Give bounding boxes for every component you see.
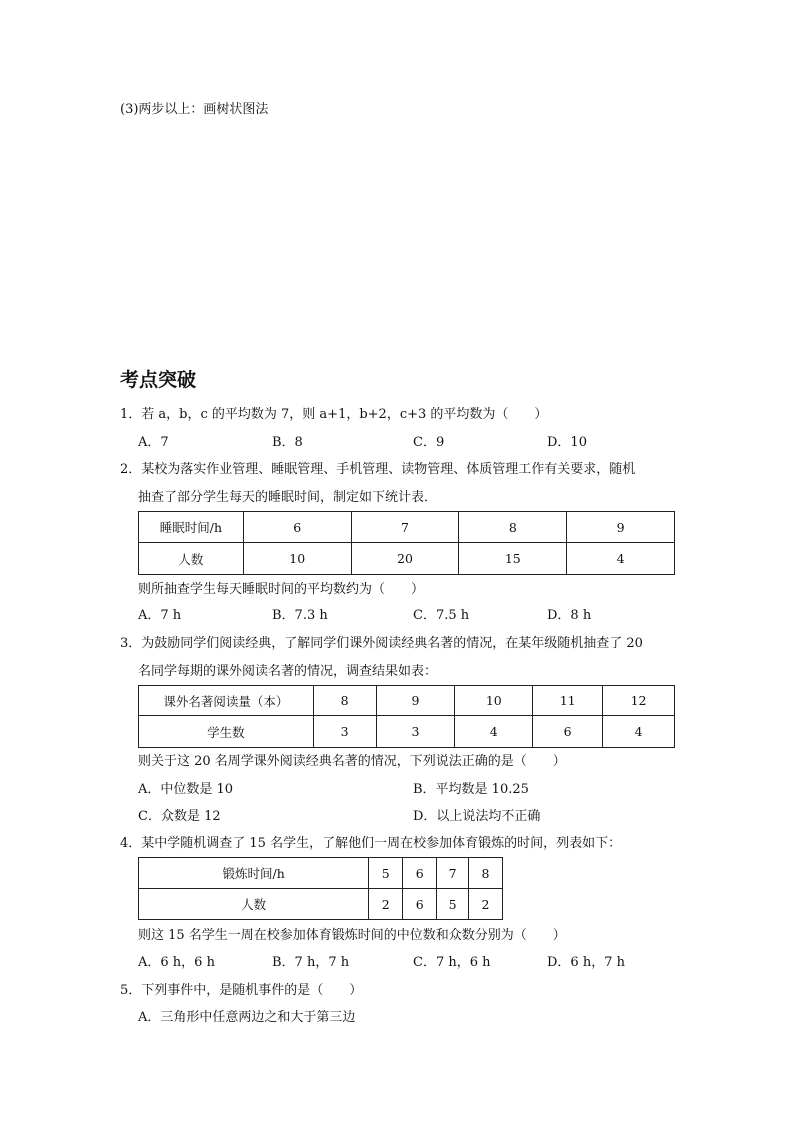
table-cell: 8 xyxy=(459,512,567,543)
q3-question: 则关于这 20 名周学课外阅读经典名著的情况，下列说法正确的是（ ） xyxy=(138,754,566,769)
table-cell: 10 xyxy=(243,543,351,575)
q4-option-d: D．6 h，7 h xyxy=(547,955,625,970)
intro-line: (3)两步以上：画树状图法 xyxy=(120,102,269,117)
table-cell: 20 xyxy=(351,543,459,575)
table-row xyxy=(139,512,675,543)
q4-stem: 4．某中学随机调查了 15 名学生，了解他们一周在校参加体育锻炼的时间，列表如下： xyxy=(120,836,622,851)
table-cell: 2 xyxy=(469,889,503,920)
q4-option-b: B．7 h，7 h xyxy=(272,955,350,970)
q2-stem-line2: 抽查了部分学生每天的睡眠时间，制定如下统计表． xyxy=(138,490,438,505)
q3-stem-line2: 名同学每期的课外阅读名著的情况，调查结果如表： xyxy=(138,664,438,679)
table-cell: 课外名著阅读量（本） xyxy=(139,686,314,716)
table-row xyxy=(139,543,675,575)
q1-option-c: C．9 xyxy=(413,435,445,450)
q5-option-a: A．三角形中任意两边之和大于第三边 xyxy=(138,1010,356,1025)
table-row xyxy=(139,858,503,889)
q3-option-b: B．平均数是 10.25 xyxy=(413,782,529,797)
q3-table xyxy=(138,685,675,748)
table-cell: 4 xyxy=(603,716,675,748)
table-cell: 8 xyxy=(469,858,503,889)
table-cell: 5 xyxy=(369,858,403,889)
table-cell: 人数 xyxy=(139,889,369,920)
q3-option-a: A．中位数是 10 xyxy=(138,782,234,797)
q2-table xyxy=(138,511,675,575)
q2-option-c: C．7.5 h xyxy=(413,608,470,623)
table-cell: 9 xyxy=(376,686,455,716)
q1-option-d: D．10 xyxy=(547,435,587,450)
table-row xyxy=(139,716,675,748)
table-cell: 12 xyxy=(603,686,675,716)
table-cell: 9 xyxy=(567,512,675,543)
table-cell: 人数 xyxy=(139,543,244,575)
table-cell: 6 xyxy=(243,512,351,543)
q3-stem-line1: 3．为鼓励同学们阅读经典，了解同学们课外阅读经典名著的情况，在某年级随机抽查了 20 xyxy=(120,636,643,651)
q4-option-a: A．6 h，6 h xyxy=(138,955,215,970)
table-row xyxy=(139,889,503,920)
table-cell: 10 xyxy=(455,686,533,716)
table-cell: 7 xyxy=(351,512,459,543)
table-cell: 11 xyxy=(533,686,603,716)
table-cell: 7 xyxy=(437,858,469,889)
table-cell: 4 xyxy=(567,543,675,575)
q2-option-b: B．7.3 h xyxy=(272,608,328,623)
q2-option-a: A．7 h xyxy=(138,608,182,623)
table-cell: 学生数 xyxy=(139,716,314,748)
table-row xyxy=(139,686,675,716)
table-cell: 5 xyxy=(437,889,469,920)
q1-option-a: A．7 xyxy=(138,435,169,450)
table-cell: 睡眠时间/h xyxy=(139,512,244,543)
q4-option-c: C．7 h，6 h xyxy=(413,955,491,970)
q2-option-d: D．8 h xyxy=(547,608,592,623)
table-cell: 4 xyxy=(455,716,533,748)
q3-option-c: C．众数是 12 xyxy=(138,809,221,824)
q4-table xyxy=(138,857,503,920)
table-cell: 3 xyxy=(313,716,376,748)
q5-stem: 5．下列事件中，是随机事件的是（ ） xyxy=(120,983,363,998)
section-title: 考点突破 xyxy=(120,369,197,391)
table-cell: 2 xyxy=(369,889,403,920)
table-cell: 锻炼时间/h xyxy=(139,858,369,889)
q3-option-d: D．以上说法均不正确 xyxy=(413,809,541,824)
q2-question: 则所抽查学生每天睡眠时间的平均数约为（ ） xyxy=(138,582,425,597)
q1-stem: 1．若 a，b，c 的平均数为 7，则 a+1，b+2，c+3 的平均数为（ ） xyxy=(120,407,548,422)
q2-stem-line1: 2．某校为落实作业管理、睡眠管理、手机管理、读物管理、体质管理工作有关要求，随机 xyxy=(120,462,636,477)
table-cell: 6 xyxy=(533,716,603,748)
table-cell: 3 xyxy=(376,716,455,748)
table-cell: 6 xyxy=(403,889,437,920)
q4-question: 则这 15 名学生一周在校参加体育锻炼时间的中位数和众数分别为（ ） xyxy=(138,928,566,943)
table-cell: 15 xyxy=(459,543,567,575)
table-cell: 8 xyxy=(313,686,376,716)
table-cell: 6 xyxy=(403,858,437,889)
q1-option-b: B．8 xyxy=(272,435,303,450)
